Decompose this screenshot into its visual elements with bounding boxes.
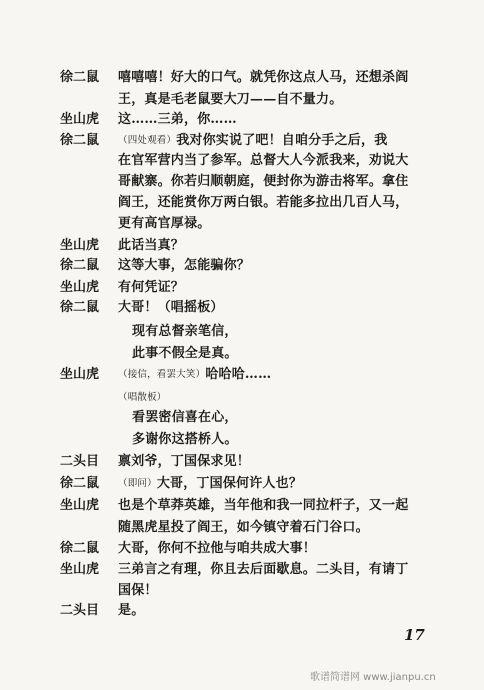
dialogue-text [118,151,448,171]
dialogue-text [118,68,448,88]
dialogue-text [118,236,448,256]
dialogue-text [132,322,462,342]
dialogue-text [118,193,448,213]
stage-direction: （即问） [118,478,157,489]
line-text: 大哥！（唱摇板） [118,300,224,315]
line-text: 这……三弟，你…… [118,112,237,127]
line-text: 随黑虎星投了阎王，如今镇守着石门谷口。 [118,520,369,535]
dialogue-text [118,388,448,408]
speaker-name: 徐二鼠 [60,258,100,273]
line-text: 在官军营内当了参军。总督大人今派我来，劝说大 [118,153,409,168]
dialogue-text [118,172,448,192]
dialogue-line [0,344,484,364]
line-text: 哈哈哈…… [205,367,272,382]
dialogue-line [0,518,484,538]
dialogue-text [132,408,462,428]
dialogue-text [118,560,448,580]
line-text: 现有总督亲笔信， [132,324,238,339]
stage-direction: （唱散板） [118,392,167,403]
dialogue-line [0,496,484,516]
line-text: 是。 [118,603,145,618]
line-text: 国保！ [118,583,158,598]
line-text: 也是个草莽英雄，当年他和我一同拉杆子，又一起 [118,498,409,513]
dialogue-line [0,278,484,298]
dialogue-text [118,601,448,621]
line-text: 此话当真？ [118,238,185,253]
speaker-name: 二头目 [60,603,100,618]
dialogue-line [0,322,484,342]
dialogue-line [0,131,484,151]
speaker-name: 坐山虎 [60,238,100,253]
dialogue-line [0,151,484,171]
speaker-name: 坐山虎 [60,280,100,295]
dialogue-text [118,256,448,276]
speaker-name: 徐二鼠 [60,541,100,556]
dialogue-line [0,214,484,234]
dialogue-text [132,344,462,364]
line-text: 三弟言之有理，你且去后面歇息。二头目，有请丁 [118,562,409,577]
line-text: 哥献寨。你若归顺朝庭，便封你为游击将军。拿住 [118,174,409,189]
speaker-name: 坐山虎 [60,367,100,382]
dialogue-line [0,539,484,559]
speaker-name: 坐山虎 [60,112,100,127]
dialogue-text [118,90,448,110]
watermark-text: 歌谱简谱网 www.jianpu.cn [310,672,436,683]
dialogue-text [118,131,448,151]
dialogue-line [0,365,484,385]
line-text: 嘻嘻嘻！好大的口气。就凭你这点人马，还想杀阎 [118,70,409,85]
dialogue-line [0,110,484,130]
dialogue-line [0,90,484,110]
line-text: 王，真是毛老鼠要大刀——自不量力。 [118,92,343,107]
speaker-name: 坐山虎 [60,562,100,577]
line-text: 此事不假全是真。 [132,346,238,361]
dialogue-text [118,214,448,234]
speaker-name: 坐山虎 [60,498,100,513]
dialogue-line [0,474,484,494]
dialogue-text [118,298,448,318]
dialogue-line [0,256,484,276]
line-text: 大哥，你何不拉他与咱共成大事！ [118,541,317,556]
dialogue-line [0,298,484,318]
dialogue-line [0,601,484,621]
dialogue-line [0,581,484,601]
dialogue-line [0,172,484,192]
dialogue-text [118,539,448,559]
dialogue-text [118,581,448,601]
dialogue-text [118,365,448,385]
speaker-name: 徐二鼠 [60,133,100,148]
dialogue-text [118,452,448,472]
dialogue-text [118,496,448,516]
speaker-name: 徐二鼠 [60,476,100,491]
page-number: 17 [404,626,425,644]
line-text: 这等大事，怎能骗你？ [118,258,251,273]
line-text: 阎王，还能赏你万两白银。若能多拉出几百人马， [118,195,409,210]
line-text: 禀刘爷，丁国保求见！ [118,454,251,469]
dialogue-line [0,388,484,408]
dialogue-text [118,278,448,298]
line-text: 看罢密信喜在心， [132,410,238,425]
speaker-name: 徐二鼠 [60,70,100,85]
speaker-name: 徐二鼠 [60,300,100,315]
dialogue-line [0,430,484,450]
dialogue-line [0,236,484,256]
line-text: 大哥，丁国保何许人也？ [156,476,303,491]
dialogue-line [0,68,484,88]
line-text: 我对你实说了吧！自咱分手之后，我 [176,133,388,148]
stage-direction: （四处观看） [118,135,177,146]
dialogue-line [0,193,484,213]
dialogue-text [132,430,462,450]
line-text: 多谢你这搭桥人。 [132,432,238,447]
dialogue-text [118,474,448,494]
dialogue-line [0,452,484,472]
line-text: 更有高官厚禄。 [118,216,211,231]
stage-direction: （接信，看罢大笑） [118,369,206,380]
line-text: 有何凭证？ [118,280,185,295]
dialogue-text [118,518,448,538]
dialogue-line [0,560,484,580]
speaker-name: 二头目 [60,454,100,469]
dialogue-line [0,408,484,428]
dialogue-text [118,110,448,130]
